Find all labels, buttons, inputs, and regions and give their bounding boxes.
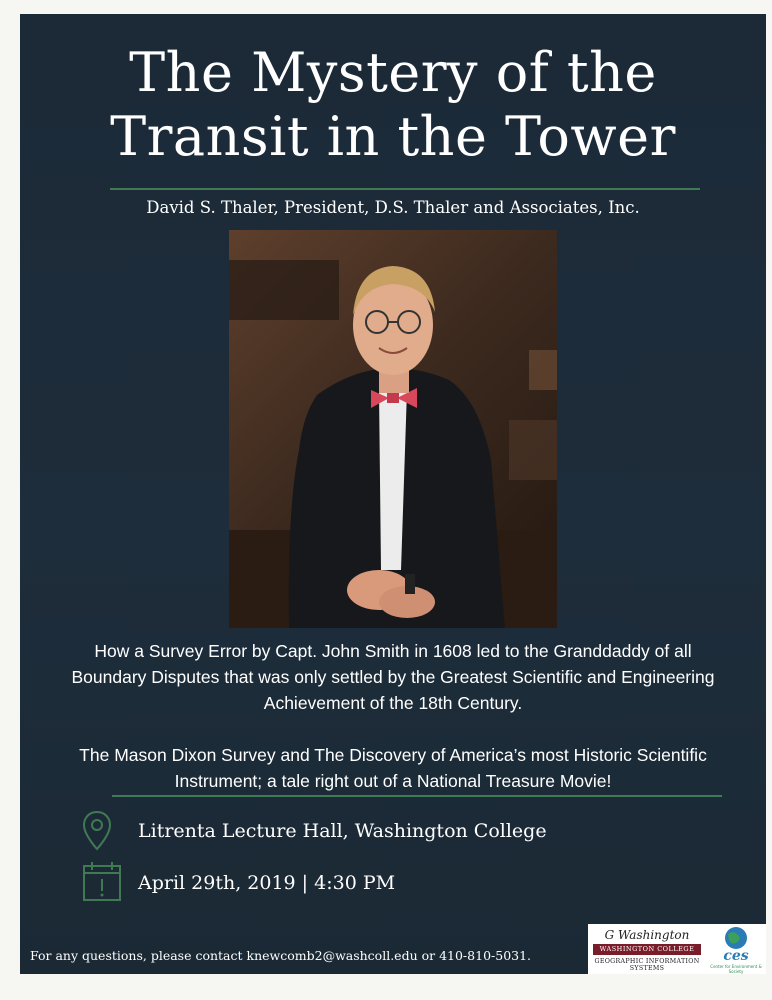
location-text: Litrenta Lecture Hall, Washington College xyxy=(138,820,547,842)
washington-college-name: WASHINGTON COLLEGE xyxy=(593,944,701,955)
ces-logo xyxy=(708,926,764,972)
speaker-portrait xyxy=(229,230,557,628)
calendar-icon xyxy=(82,860,122,908)
speaker-photo xyxy=(229,230,557,628)
talk-description: How a Survey Error by Capt. John Smith in 1608 led to the Granddaddy of all Boundary Disputes that was only settled by the Greatest Scientific and Engineering Achievement of the 18th Century. xyxy=(71,641,715,713)
washington-college-logo xyxy=(591,927,703,971)
globe-icon xyxy=(708,926,764,950)
datetime-text: April 29th, 2019 | 4:30 PM xyxy=(138,872,396,894)
title-divider xyxy=(110,188,700,190)
poster-title-line-1: The Mystery of the xyxy=(129,41,657,104)
event-poster xyxy=(20,14,766,974)
ces-name: ces xyxy=(723,948,749,964)
sponsor-logos xyxy=(588,924,766,974)
speaker-line: David S. Thaler, President, D.S. Thaler and Associates, Inc. xyxy=(146,198,640,217)
talk-tagline: The Mason Dixon Survey and The Discovery of America’s most Historic Scientific Instrument; a tale right out of a National Treasure Movie! xyxy=(79,745,707,791)
ces-tagline: Center for Environment & Society xyxy=(710,964,762,974)
details-divider xyxy=(112,795,722,797)
poster-title-line-2: Transit in the Tower xyxy=(110,105,676,168)
contact-line: For any questions, please contact knewcomb2@washcoll.edu or 410-810-5031. xyxy=(30,948,532,963)
washington-signature: G Washington xyxy=(604,928,690,942)
gis-department: GEOGRAPHIC INFORMATION SYSTEMS xyxy=(594,958,700,972)
map-pin-icon xyxy=(82,810,112,856)
